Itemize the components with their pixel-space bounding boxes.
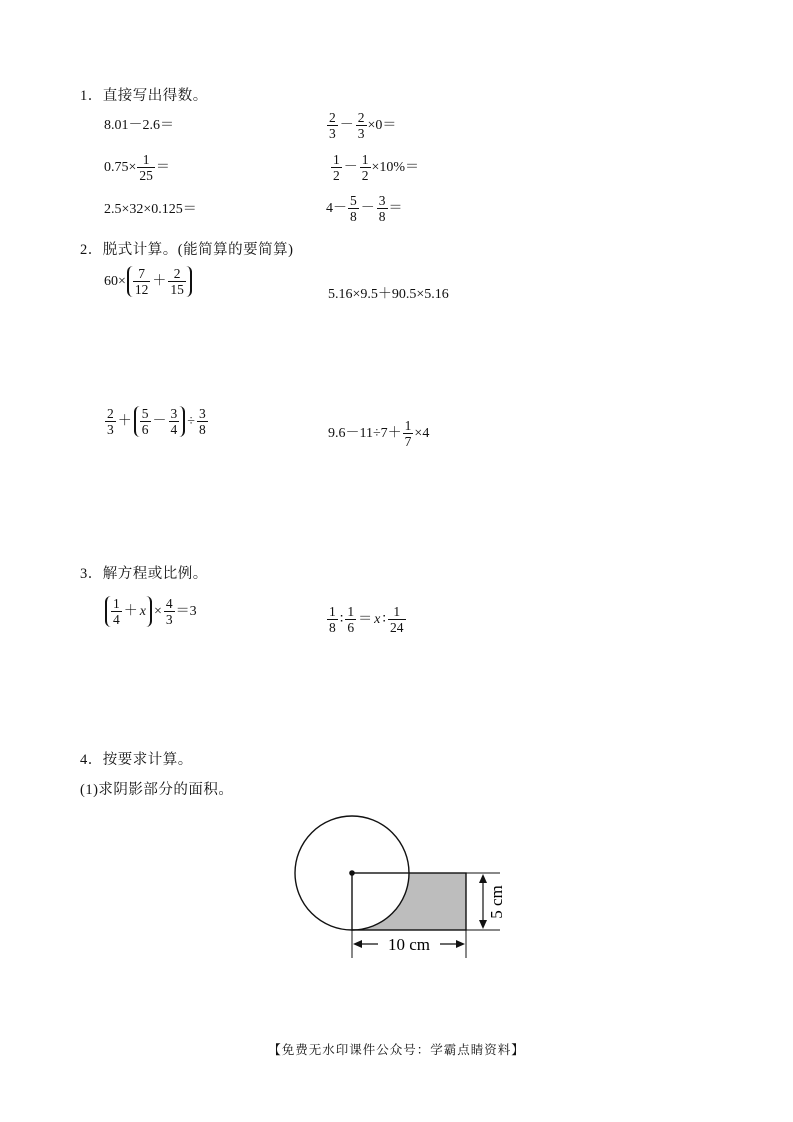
- fraction: $\frac{4}{3}$: [165, 596, 173, 627]
- q1-expr-f: 4－ $\frac{5}{8}$ － $\frac{3}{8}$ ＝: [326, 193, 403, 224]
- q3-expr-a: $\frac{1}{4}$ ＋ x × $\frac{4}{3}$ ＝3: [104, 596, 197, 627]
- fraction: $\frac{2}{3}$: [107, 406, 114, 437]
- fraction: $\frac{2}{15}$: [170, 266, 184, 297]
- footer-note: 【免费无水印课件公众号：学霸点睛资料】: [268, 1043, 525, 1057]
- fraction: $\frac{3}{4}$: [170, 406, 178, 437]
- width-label: 10 cm: [387, 935, 431, 954]
- fraction: $\frac{1}{8}$: [329, 604, 336, 635]
- q1-expr-b: $\frac{2}{3}$ － $\frac{2}{3}$ ×0＝: [329, 110, 397, 141]
- q1-heading: 1．直接写出得数。: [80, 88, 208, 104]
- fraction: $\frac{2}{3}$: [329, 110, 336, 141]
- q2-expr-c: $\frac{2}{3}$ ＋ $\frac{5}{6}$ － $\frac{3}{4}$ ÷ $\frac{3}{8}$: [107, 406, 206, 437]
- q2-expr-d: 9.6－11÷7＋ $\frac{1}{7}$ ×4: [328, 418, 430, 449]
- parenthesis-group: $\frac{1}{4}$ ＋ x: [105, 596, 152, 627]
- fraction: $\frac{7}{12}$: [134, 266, 149, 297]
- fraction: $\frac{1}{25}$: [139, 152, 153, 183]
- fraction: $\frac{3}{8}$: [378, 193, 386, 224]
- fraction: $\frac{5}{6}$: [141, 406, 149, 437]
- fraction: $\frac{5}{8}$: [350, 193, 357, 224]
- fraction: $\frac{1}{2}$: [333, 152, 340, 183]
- q2-expr-a: 60× $\frac{7}{12}$ ＋ $\frac{2}{15}$: [104, 266, 193, 297]
- q3-heading: 3．解方程或比例。: [80, 566, 208, 582]
- width-arrow-left-icon: [353, 940, 362, 948]
- fraction: $\frac{3}{8}$: [198, 406, 206, 437]
- height-arrow-up-icon: [479, 874, 487, 883]
- height-arrow-down-icon: [479, 920, 487, 929]
- fraction: $\frac{1}{6}$: [347, 604, 355, 635]
- q1-expr-e: 2.5×32×0.125＝: [104, 202, 197, 217]
- parenthesis-group: $\frac{7}{12}$ ＋ $\frac{2}{15}$: [127, 266, 192, 297]
- fraction: $\frac{1}{24}$: [390, 604, 404, 635]
- fraction: $\frac{1}{4}$: [113, 596, 120, 627]
- fraction: $\frac{1}{7}$: [404, 418, 412, 449]
- q4-heading: 4．按要求计算。: [80, 752, 193, 768]
- parenthesis-group: $\frac{5}{6}$ － $\frac{3}{4}$: [134, 406, 186, 437]
- q1-expr-c: 0.75× $\frac{1}{25}$ ＝: [104, 152, 170, 183]
- width-arrow-right-icon: [456, 940, 465, 948]
- q2-expr-b: 5.16×9.5＋90.5×5.16: [328, 287, 449, 302]
- fraction: $\frac{1}{2}$: [361, 152, 369, 183]
- q4-subquestion-1: (1)求阴影部分的面积。: [80, 782, 234, 798]
- height-label: 5 cm: [487, 885, 506, 919]
- q1-expr-d: $\frac{1}{2}$ － $\frac{1}{2}$ ×10%＝: [333, 152, 420, 183]
- center-point: [349, 870, 355, 876]
- q3-expr-b: $\frac{1}{8}$ ∶ $\frac{1}{6}$ ＝ x ∶ $\frac{1}{24}$: [329, 604, 404, 635]
- shaded-area-figure: [290, 812, 520, 962]
- q1-expr-a: 8.01－2.6＝: [104, 118, 174, 133]
- q2-heading: 2．脱式计算。(能简算的要简算): [80, 242, 294, 258]
- fraction: $\frac{2}{3}$: [357, 110, 365, 141]
